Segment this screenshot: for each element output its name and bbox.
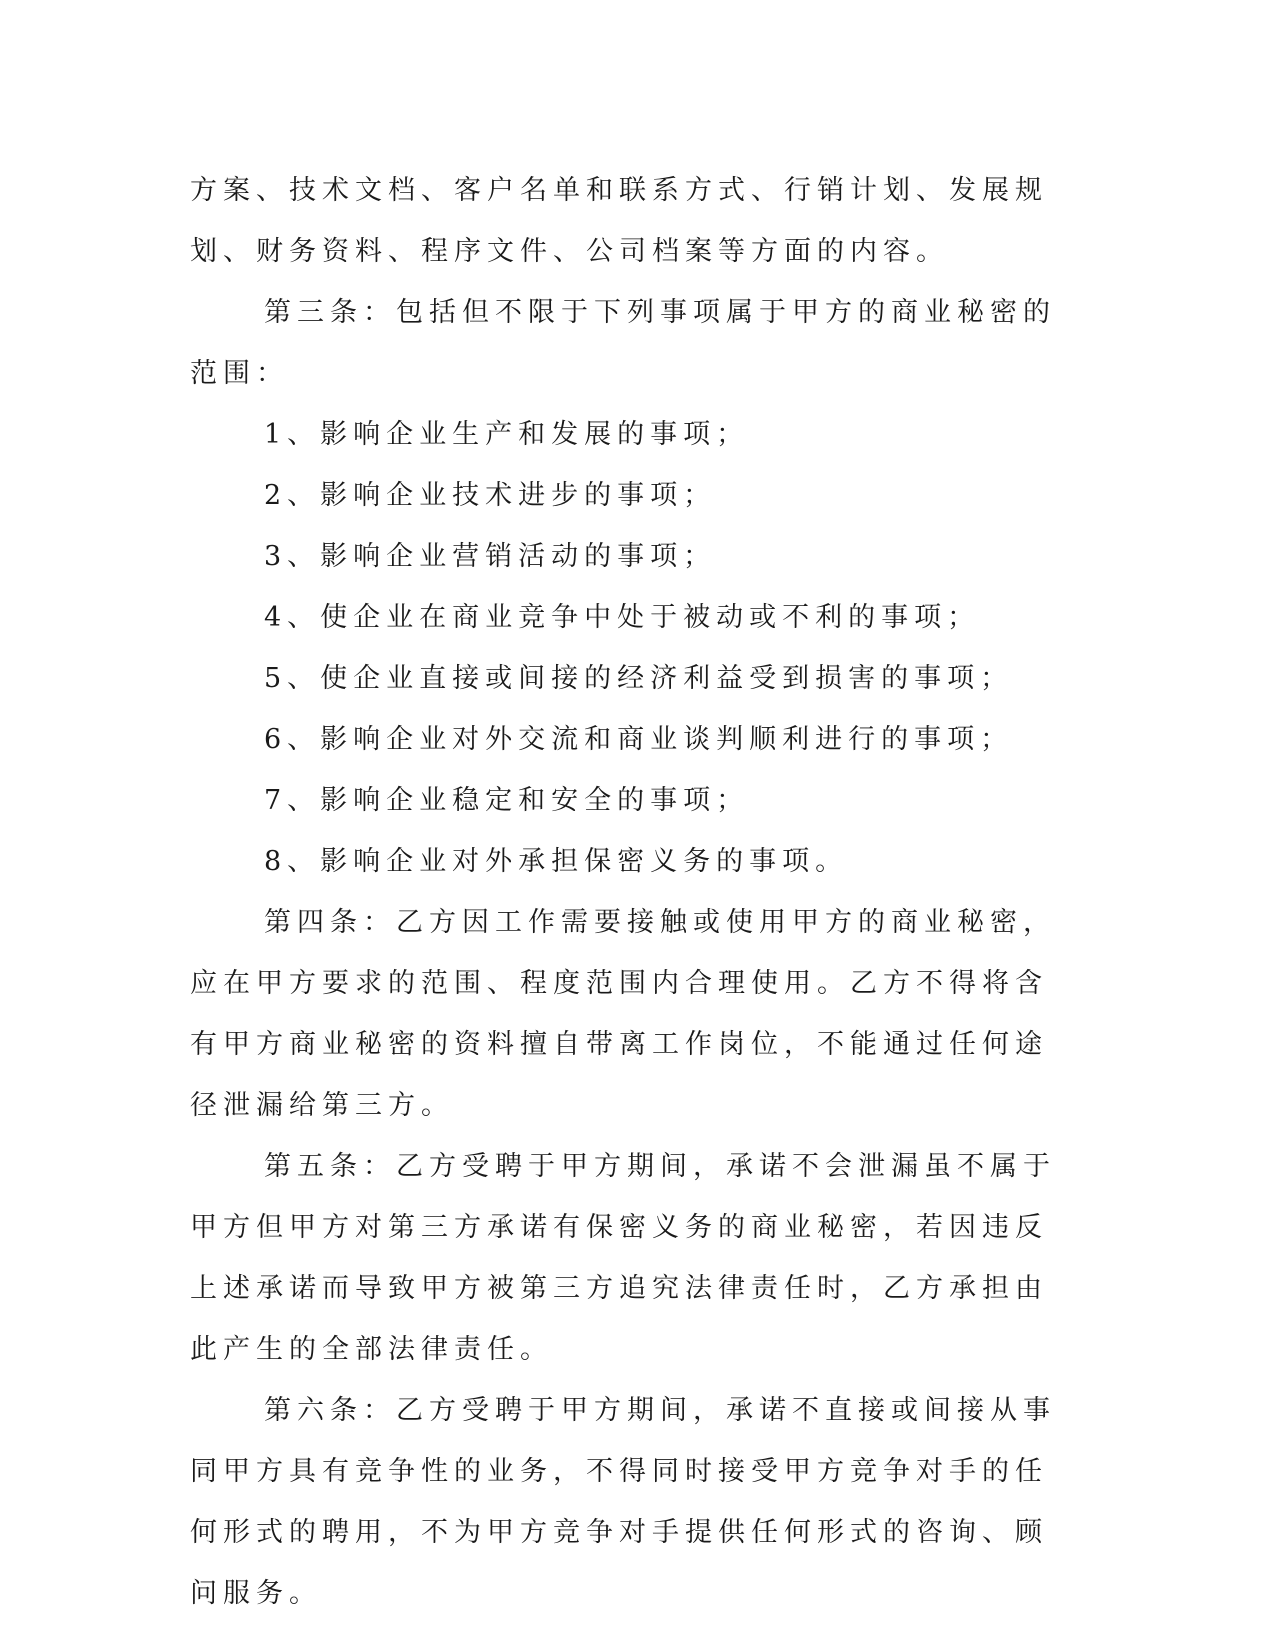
paragraph-article-3: 第三条：包括但不限于下列事项属于甲方的商业秘密的范围： bbox=[190, 297, 1056, 389]
list-item-4: 4、使企业在商业竞争中处于被动或不利的事项； bbox=[264, 602, 981, 633]
list-item-3: 3、影响企业营销活动的事项； bbox=[264, 541, 717, 572]
paragraph-article-6: 第六条：乙方受聘于甲方期间，承诺不直接或间接从事同甲方具有竞争性的业务，不得同时接受甲方竞争对手的任何形式的聘用，不为甲方竞争对手提供任何形式的咨询、顾问服务。 bbox=[190, 1395, 1056, 1609]
list-item-5: 5、使企业直接或间接的经济利益受到损害的事项； bbox=[264, 663, 1014, 694]
list-item-8: 8、影响企业对外承担保密义务的事项。 bbox=[264, 846, 849, 877]
list-item-7: 7、影响企业稳定和安全的事项； bbox=[264, 785, 750, 816]
paragraph-article-5: 第五条：乙方受聘于甲方期间，承诺不会泄漏虽不属于甲方但甲方对第三方承诺有保密义务的商业秘密，若因违反上述承诺而导致甲方被第三方追究法律责任时，乙方承担由此产生的全部法律责任。 bbox=[190, 1151, 1056, 1365]
list-item-6: 6、影响企业对外交流和商业谈判顺利进行的事项； bbox=[264, 724, 1014, 755]
paragraph-article-4: 第四条：乙方因工作需要接触或使用甲方的商业秘密，应在甲方要求的范围、程度范围内合理使用。乙方不得将含有甲方商业秘密的资料擅自带离工作岗位，不能通过任何途径泄漏给第三方。 bbox=[190, 907, 1056, 1121]
list-item-2: 2、影响企业技术进步的事项； bbox=[264, 480, 717, 511]
document-body bbox=[190, 160, 1075, 1624]
list-item-1: 1、影响企业生产和发展的事项； bbox=[264, 419, 750, 450]
paragraph-continuation: 方案、技术文档、客户名单和联系方式、行销计划、发展规划、财务资料、程序文件、公司档案等方面的内容。 bbox=[190, 175, 1048, 267]
